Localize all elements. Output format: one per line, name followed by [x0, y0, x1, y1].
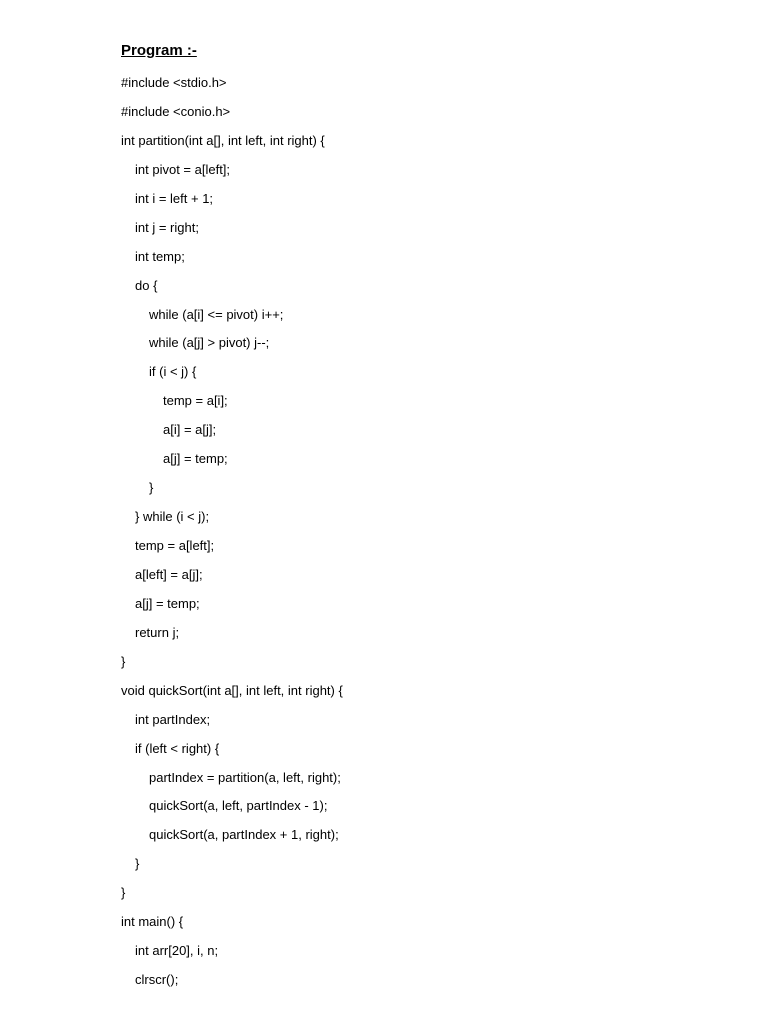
- code-line: a[left] = a[j];: [135, 566, 203, 582]
- code-line: void quickSort(int a[], int left, int right) {: [121, 682, 343, 698]
- code-line: int j = right;: [135, 219, 199, 235]
- code-line: while (a[j] > pivot) j--;: [149, 335, 270, 351]
- code-line: int i = left + 1;: [135, 190, 214, 206]
- code-line: }: [135, 856, 140, 872]
- code-line: int partIndex;: [135, 711, 211, 727]
- code-line: int temp;: [135, 248, 185, 264]
- code-line: quickSort(a, left, partIndex - 1);: [149, 798, 328, 814]
- code-line: if (left < right) {: [135, 740, 220, 756]
- code-line: quickSort(a, partIndex + 1, right);: [149, 827, 339, 843]
- code-line: a[j] = temp;: [163, 451, 228, 467]
- program-heading: Program :-: [121, 42, 197, 59]
- code-line: while (a[i] <= pivot) i++;: [149, 306, 284, 322]
- code-line: clrscr();: [135, 972, 179, 988]
- code-line: if (i < j) {: [149, 364, 197, 380]
- code-line: int main() {: [121, 914, 184, 930]
- code-line: a[j] = temp;: [135, 595, 200, 611]
- code-line: int partition(int a[], int left, int right) {: [121, 132, 325, 148]
- code-line: }: [121, 885, 126, 901]
- code-line: #include <conio.h>: [121, 103, 231, 119]
- code-line: #include <stdio.h>: [121, 75, 227, 90]
- code-line: temp = a[left];: [135, 538, 215, 553]
- code-line: partIndex = partition(a, left, right);: [149, 769, 341, 785]
- code-line: return j;: [135, 624, 180, 640]
- code-line: do {: [135, 277, 158, 293]
- code-line: }: [121, 653, 126, 669]
- code-line: temp = a[i];: [163, 393, 228, 409]
- code-line: int arr[20], i, n;: [135, 943, 219, 959]
- code-line: int pivot = a[left];: [135, 161, 231, 177]
- code-line: a[i] = a[j];: [163, 422, 217, 438]
- code-listing: [121, 72, 343, 998]
- code-line: } while (i < j);: [135, 509, 210, 525]
- code-line: }: [149, 480, 154, 496]
